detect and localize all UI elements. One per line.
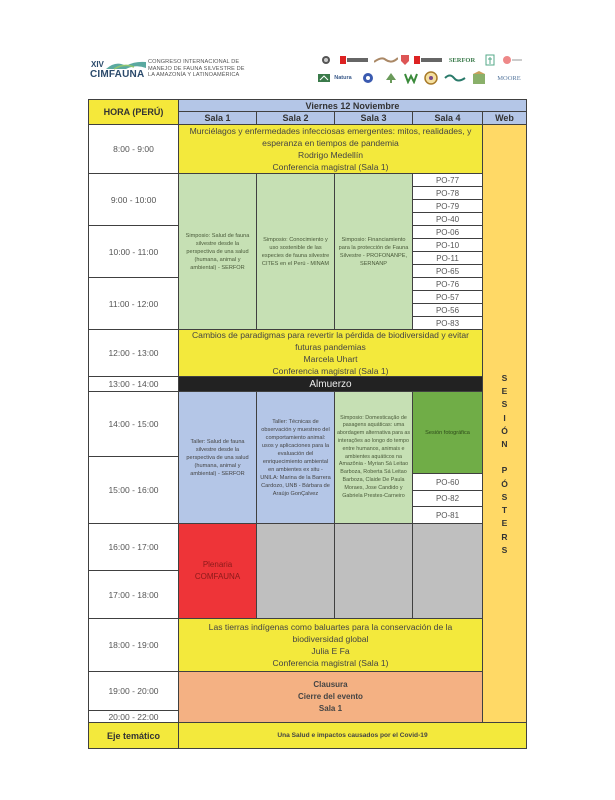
- web-session-letter: T: [501, 505, 508, 516]
- plenary-label: COMFAUNA: [194, 572, 241, 581]
- keynote-title: Cambios de paradigmas para revertir la pérdida de biodiversidad y evitar: [191, 330, 470, 340]
- time-slot: 17:00 - 18:00: [88, 570, 179, 619]
- keynote-speaker: Marcela Uhart: [303, 354, 358, 364]
- web-session-letter: R: [501, 531, 508, 542]
- poster-item[interactable]: PO-10: [412, 238, 483, 252]
- keynote-type: Conferencia magistral (Sala 1): [272, 366, 389, 376]
- symposium-session[interactable]: Simposio: Financiamiento para la protección de Fauna Silvestre - PROFONANPE, SERNANP: [334, 173, 413, 330]
- keynote-title: esperanza en tiempos de pandemia: [262, 138, 399, 148]
- poster-item[interactable]: PO-82: [412, 490, 483, 507]
- web-session-letter: E: [501, 386, 508, 397]
- lunch-break: Almuerzo: [178, 376, 483, 392]
- fundacion-natura-logo: Natura: [334, 75, 352, 81]
- theme-value: Una Salud e impactos causados por el Covid-19: [178, 722, 527, 749]
- poster-item[interactable]: PO-06: [412, 225, 483, 239]
- keynote-title: Las tierras indígenas como baluartes para la conservación de la: [208, 622, 453, 632]
- edition-label: XIV: [91, 60, 104, 69]
- time-slot: 10:00 - 11:00: [88, 225, 179, 278]
- day-header: Viernes 12 Noviembre: [178, 99, 527, 112]
- subtitle-line: CONGRESO INTERNACIONAL DE: [148, 59, 240, 65]
- time-slot: 15:00 - 16:00: [88, 456, 179, 524]
- room-header-sala3: Sala 3: [334, 111, 413, 125]
- web-session-letter: S: [501, 491, 508, 502]
- keynote-speaker: Julia E Fa: [311, 646, 350, 656]
- symposium-session[interactable]: Simposio: Salud de fauna silvestre desde la perspectiva de una salud (humana, animal y ambiental) - SERFOR: [178, 173, 257, 330]
- web-session-letter: Ó: [501, 478, 508, 489]
- poster-item[interactable]: PO-83: [412, 316, 483, 330]
- poster-item[interactable]: PO-79: [412, 199, 483, 213]
- poster-item[interactable]: PO-78: [412, 186, 483, 200]
- workshop-session[interactable]: Taller: Técnicas de observación y muestreo del comportamiento animal: usos y aplicaciones para la evaluación del enriquecimiento ambiental en ambientes ex situ - UNILA: Marina de la Barrera Cardozo, UNB - Bárbara de Araújo GonÇalvez: [256, 391, 335, 524]
- web-session-letter: P: [501, 465, 508, 476]
- time-slot: 8:00 - 9:00: [88, 124, 179, 174]
- poster-item[interactable]: PO-77: [412, 173, 483, 187]
- keynote-title: biodiversidad global: [292, 634, 369, 644]
- poster-item[interactable]: PO-81: [412, 506, 483, 524]
- room-header-sala4: Sala 4: [412, 111, 483, 125]
- plenary-label: Plenaria: [202, 560, 233, 569]
- web-session-letter: E: [501, 518, 508, 529]
- keynote-session-1[interactable]: [178, 124, 483, 174]
- empty-slot: [334, 523, 413, 619]
- keynote-title: Murciélagos y enfermedades infecciosas emergentes: mitos, realidades, y: [189, 126, 472, 136]
- symposium-session[interactable]: Simposio: Conocimiento y uso sostenible de las especies de fauna silvestre CITES en el Perú - MINAM: [256, 173, 335, 330]
- time-slot: 13:00 - 14:00: [88, 376, 179, 392]
- poster-item[interactable]: PO-76: [412, 277, 483, 291]
- web-session-letter: N: [501, 439, 508, 450]
- subtitle-line: LA AMAZONÍA Y LATINOAMÉRICA: [148, 72, 240, 79]
- closing-label: Clausura: [313, 680, 348, 689]
- keynote-type: Conferencia magistral (Sala 1): [272, 162, 389, 172]
- room-header-sala2: Sala 2: [256, 111, 335, 125]
- poster-item[interactable]: PO-11: [412, 251, 483, 265]
- time-slot: 18:00 - 19:00: [88, 618, 179, 672]
- closing-label: Cierre del evento: [298, 692, 363, 701]
- empty-slot: [256, 523, 335, 619]
- subtitle-line: MANEJO DE FAUNA SILVESTRE DE: [148, 65, 245, 72]
- poster-item[interactable]: PO-60: [412, 473, 483, 491]
- time-slot: 20:00 - 22:00: [88, 710, 179, 723]
- room-header-sala1: Sala 1: [178, 111, 257, 125]
- poster-item[interactable]: PO-65: [412, 264, 483, 278]
- serfor-logo: SERFOR: [448, 56, 476, 64]
- brand-name: CIMFAUNA: [90, 69, 145, 80]
- keynote-type: Conferencia magistral (Sala 1): [272, 658, 389, 668]
- time-slot: 11:00 - 12:00: [88, 277, 179, 330]
- time-slot: 14:00 - 15:00: [88, 391, 179, 457]
- time-slot: 16:00 - 17:00: [88, 523, 179, 571]
- web-session-letter: S: [501, 399, 508, 410]
- closing-label: Sala 1: [318, 704, 343, 713]
- moore-logo: MOORE: [497, 74, 521, 82]
- plenary-session[interactable]: [178, 523, 257, 619]
- web-session-letter: Ó: [501, 425, 508, 436]
- closing-session[interactable]: [178, 671, 483, 723]
- keynote-session-3[interactable]: [178, 618, 483, 672]
- poster-item[interactable]: PO-56: [412, 303, 483, 317]
- web-session-letter: S: [501, 544, 508, 555]
- poster-item[interactable]: PO-57: [412, 290, 483, 304]
- time-slot: 9:00 - 10:00: [88, 173, 179, 226]
- web-session-label: [501, 372, 508, 557]
- theme-label: Eje temático: [88, 722, 179, 749]
- web-session-letter: [501, 451, 508, 464]
- photo-session[interactable]: Sesión fotográfica: [412, 391, 483, 474]
- time-column-header: HORA (PERÚ): [88, 99, 179, 125]
- morning-poster-list: [412, 173, 483, 330]
- keynote-title: futuras pandemias: [295, 342, 366, 352]
- symposium-session[interactable]: Simposio: Domesticação de pasagens aquáticas: uma abordagem alternativa para as interações ao longo do tempo entre humanos, animais e ambientes aquáticos na Amazônia - Myrian Sá Leitao Barboza, Roberta Sá Leitao Barboza, Claide De Paula Moraes, Jose Candido y Gabriela Prestes-Carneiro: [334, 391, 413, 524]
- time-slot: 12:00 - 13:00: [88, 329, 179, 377]
- web-session-letter: S: [501, 373, 508, 384]
- keynote-speaker: Rodrigo Medellín: [298, 150, 363, 160]
- workshop-session[interactable]: Taller: Salud de fauna silvestre desde la perspectiva de una salud (humana, animal y ambiental) - SERFOR: [178, 391, 257, 524]
- poster-item[interactable]: PO-40: [412, 212, 483, 226]
- room-header-web: Web: [482, 111, 527, 125]
- empty-slot: [412, 523, 483, 619]
- keynote-session-2[interactable]: [178, 329, 483, 377]
- web-session-letter: I: [503, 412, 506, 423]
- time-slot: 19:00 - 20:00: [88, 671, 179, 711]
- web-poster-session[interactable]: [482, 124, 527, 723]
